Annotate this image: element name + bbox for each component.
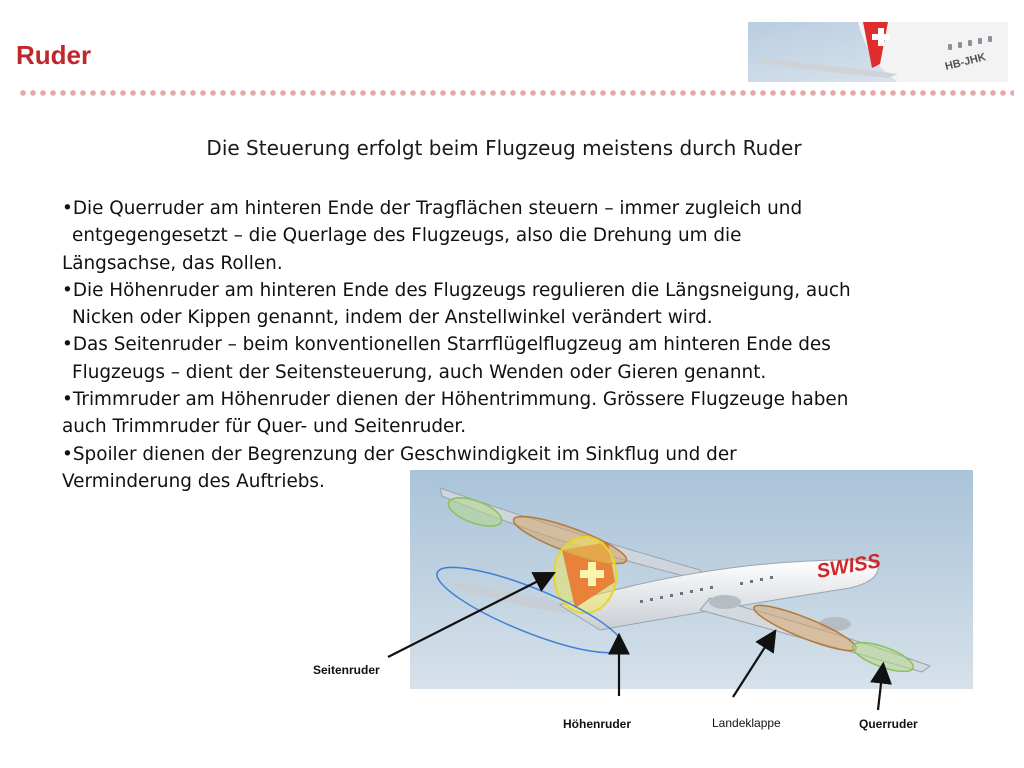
bullet-line: Längsachse, das Rollen. [62,252,283,274]
bullet-line: Verminderung des Auftriebs. [62,470,325,492]
bullet-line: Flugzeugs – dient der Seitensteuerung, auch Wenden oder Gieren genannt. [72,361,767,383]
bullet-line: •Trimmruder am Höhenruder dienen der Höhentrimmung. Grössere Flugzeuge haben [62,389,849,411]
slide-title: Ruder [16,40,92,70]
label-landeklappe: Landeklappe [712,716,781,730]
dotted-divider [18,89,1014,97]
aircraft-photo [410,470,973,689]
tail-registration-text: HB-JHK [943,51,988,73]
header-aircraft-photo [748,22,1008,82]
rudder-highlight [554,537,616,613]
bullet-seitenruder [62,331,1022,386]
swiss-livery-text: SWISS [815,550,883,583]
bullet-hoehenruder [62,277,1022,332]
bullet-querruder [62,195,1022,277]
slide-subtitle: Die Steuerung erfolgt beim Flugzeug meistens durch Ruder [206,136,802,160]
bullet-line: •Das Seitenruder – beim konventionellen Starrflügelflugzeug am hinteren Ende des [62,334,831,356]
bullet-line: Nicken oder Kippen genannt, indem der Anstellwinkel verändert wird. [72,307,713,329]
bullet-trimmruder [62,386,1022,441]
bullet-line: entgegengesetzt – die Querlage des Flugzeugs, also die Drehung um die [72,225,742,247]
label-hoehenruder: Höhenruder [563,717,632,731]
bullet-line: •Die Höhenruder am hinteren Ende des Flugzeugs regulieren die Längsneigung, auch [62,279,851,301]
label-querruder: Querruder [859,717,918,731]
bullet-line: •Die Querruder am hinteren Ende der Tragflächen steuern – immer zugleich und [62,198,803,219]
label-seitenruder: Seitenruder [313,663,380,677]
bullet-list [62,195,1022,495]
bullet-line: •Spoiler dienen der Begrenzung der Geschwindigkeit im Sinkflug und der [62,443,737,465]
bullet-line: auch Trimmruder für Quer- und Seitenruder. [62,416,467,438]
